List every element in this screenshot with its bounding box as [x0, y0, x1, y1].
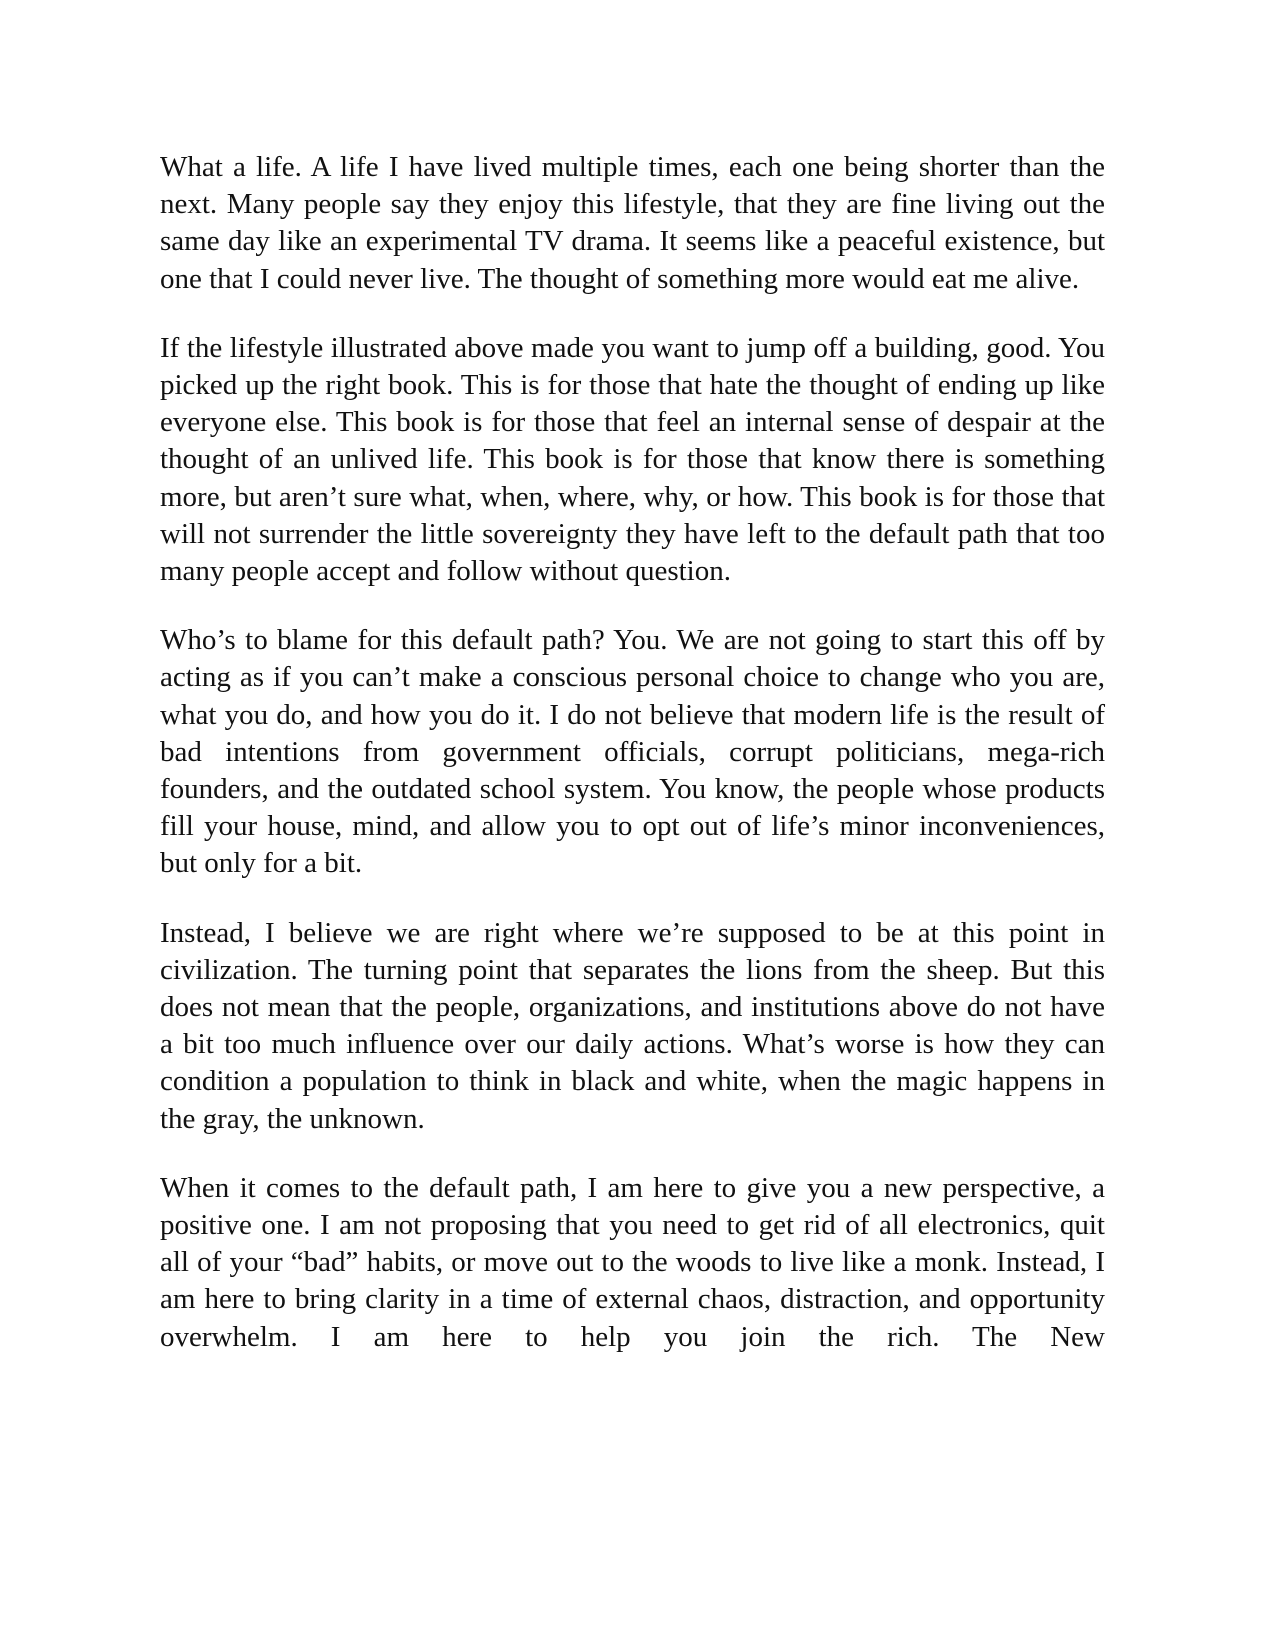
paragraph-3: Who’s to blame for this default path? You. We are not going to start this off by acting as if you can’t make a conscious personal choice to change who you are, what you do, and how you do it. I do not believe that modern life is the result of bad intentions from government officials, corrupt politicians, mega-rich founders, and the outdated school system. You know, the people whose products fill your house, mind, and allow you to opt out of life’s minor inconveniences, but only for a bit. [160, 624, 1105, 880]
paragraph-5: When it comes to the default path, I am here to give you a new perspective, a positive one. I am not proposing that you need to get rid of all electronics, quit all of your “bad” habits, or move out to the woods to live like a monk. Instead, I am here to bring clarity in a time of external chaos, distraction, and opportunity overwhelm. I am here to help you join the rich. The New [160, 1171, 1105, 1353]
paragraph-4: Instead, I believe we are right where we’re supposed to be at this point in civilization. The turning point that separates the lions from the sheep. But this does not mean that the people, organizations, and institutions above do not have a bit too much influence over our daily actions. What’s worse is how they can condition a population to think in black and white, when the magic happens in the gray, the unknown. [160, 916, 1105, 1135]
body-text [160, 149, 1105, 1356]
paragraph-1: What a life. A life I have lived multiple times, each one being shorter than the next. Many people say they enjoy this lifestyle, that they are fine living out the same day like an experimental TV drama. It seems like a peaceful existence, but one that I could never live. The thought of something more would eat me alive. [160, 151, 1105, 295]
paragraph-2: If the lifestyle illustrated above made you want to jump off a building, good. You picked up the right book. This is for those that hate the thought of ending up like everyone else. This book is for those that feel an internal sense of despair at the thought of an unlived life. This book is for those that know there is something more, but aren’t sure what, when, where, why, or how. This book is for those that will not surrender the little sovereignty they have left to the default path that too many people accept and follow without question. [160, 331, 1105, 588]
